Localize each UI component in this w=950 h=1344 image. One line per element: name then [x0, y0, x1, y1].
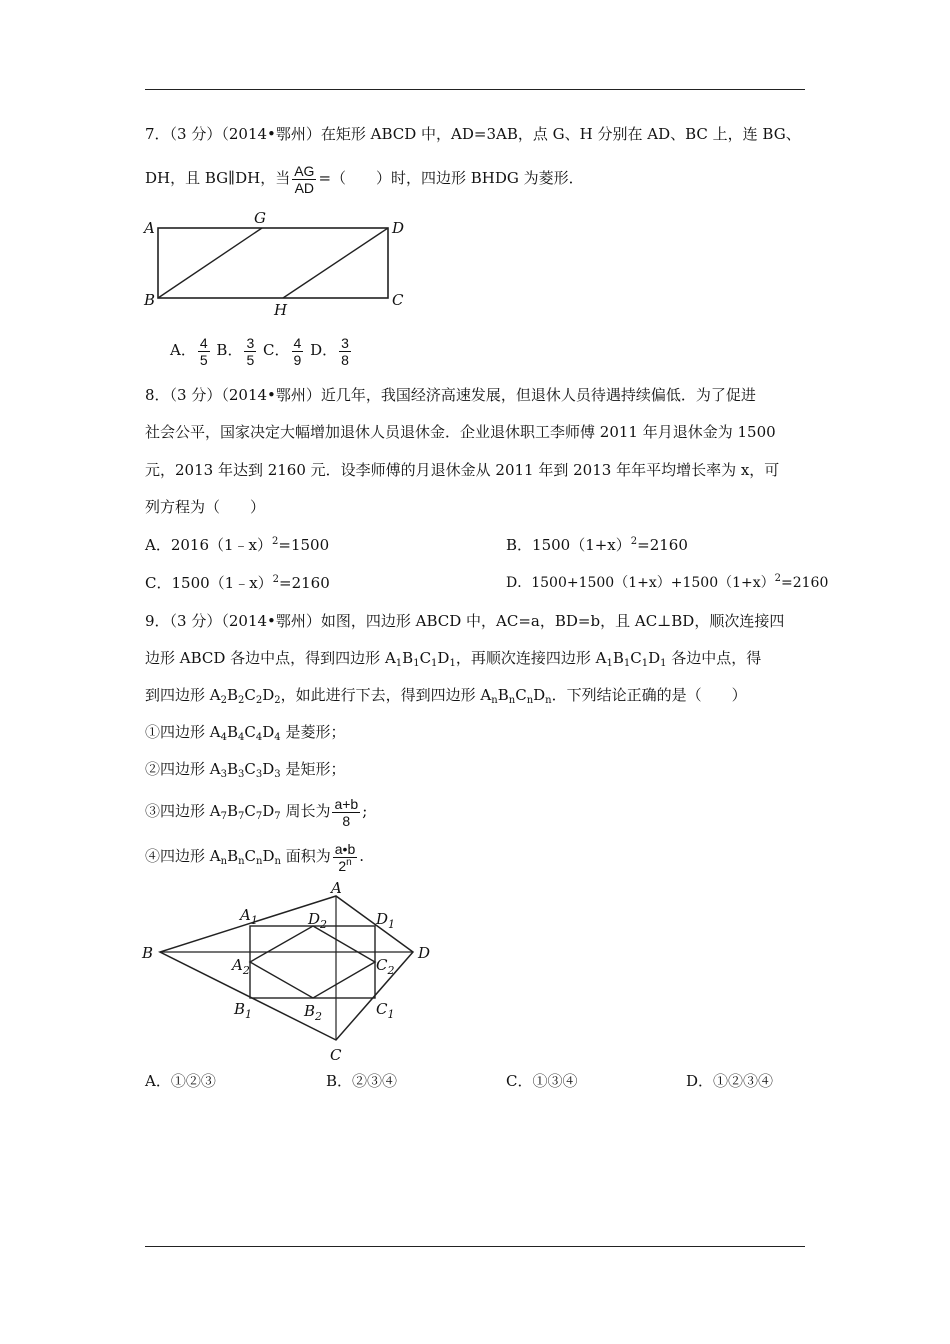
q8-option-d-post: =2160 [781, 575, 829, 591]
q7-option-a-den: 5 [199, 351, 208, 368]
q9-label-C: C [330, 1046, 342, 1064]
q7-option-c-den: 9 [293, 351, 302, 368]
q7-label-A: A [144, 219, 155, 237]
q9-statement-4: ④四边形 $A_nB_nC_nD_n$ 面积为 $\frac{a•b}{2^n}$ . [145, 840, 365, 874]
q7-option-a-num: 4 [199, 334, 208, 351]
q9-label-A2: $A_2$ [232, 956, 250, 977]
q8-option-d-exp: 2 [774, 573, 782, 584]
q9-option-d: D．①②③④ [686, 1072, 774, 1090]
q8-option-a [145, 535, 329, 555]
q7-option-a-label: A． [170, 341, 196, 359]
q9-line2-pre: 边形 ABCD 各边中点，得到四边形 A [145, 649, 396, 667]
q8-option-c-post: =2160 [279, 574, 330, 592]
q8-stem-line-4: 列方程为（ ） [145, 498, 266, 516]
q9-s1-post: 是菱形； [285, 723, 346, 741]
q9-statement-3: ③四边形 $A_7B_7C_7D_7$ 周长为 $\frac{a+b}{8}$ ; [145, 795, 368, 829]
q9-option-a: A．①②③ [145, 1072, 216, 1090]
q7-ratio-denominator: AD [294, 179, 315, 196]
q9-statement-2: ②四边形 $A_3B_3C_3D_3$ 是矩形； [145, 760, 346, 780]
q9-s2-post: 是矩形； [285, 760, 346, 778]
q8-option-c-pre: C．1500（1﹣x） [145, 574, 273, 592]
q8-option-b-pre: B．1500（1+x） [506, 536, 631, 554]
q9-label-C2: $C_2$ [376, 956, 395, 977]
q8-option-c-exp: 2 [272, 574, 280, 585]
q7-options [170, 330, 353, 370]
q8-option-b-exp: 2 [630, 536, 638, 547]
q7-stem-text: DH，且 BG∥DH，当 [145, 169, 291, 187]
q8-option-a-exp: 2 [272, 536, 279, 547]
q8-option-b [506, 535, 688, 555]
q8-option-d [506, 573, 828, 593]
q9-s4-mid: 面积为 [285, 847, 331, 865]
top-rule [145, 89, 805, 90]
q9-s4-pre: ④四边形 A [145, 847, 221, 865]
q9-label-D2: $D_2$ [308, 910, 328, 931]
q7-label-C: C [392, 291, 404, 309]
q9-label-B2: $B_2$ [304, 1002, 323, 1023]
q7-option-d-label: D． [310, 341, 338, 359]
q7-stem-line-2 [145, 160, 584, 196]
q8-option-c [145, 573, 330, 593]
q9-stem-line-1: 9．（3 分）（2014•鄂州）如图，四边形 ABCD 中，AC=a，BD=b，且 AC⊥BD，顺次连接四 [145, 612, 785, 630]
q9-s4-fraction [333, 841, 357, 874]
q8-option-b-post: =2160 [637, 536, 688, 554]
q9-label-B: B [142, 944, 154, 962]
q7-option-c-num: 4 [293, 334, 302, 351]
q9-s4-num: a•b [334, 840, 356, 857]
q9-option-c: C．①③④ [506, 1072, 578, 1090]
q7-ratio-fraction [292, 163, 316, 196]
q9-s4-post: . [359, 847, 365, 865]
q9-s3-den: 8 [342, 812, 351, 829]
q7-label-D: D [392, 219, 405, 237]
q9-s3-post: ; [362, 802, 368, 820]
q9-stem-line-2: 边形 ABCD 各边中点，得到四边形 $A_1B_1C_1D_1$，再顺次连接四边形 $A_1B_1C_1D_1$ 各边中点，得 [145, 649, 762, 669]
q9-statement-1: ①四边形 $A_4B_4C_4D_4$ 是菱形； [145, 723, 346, 743]
q9-label-D1: $D_1$ [376, 910, 396, 931]
q7-option-b-num: 3 [246, 334, 255, 351]
q9-s3-fraction [332, 796, 360, 829]
q8-option-a-post: =1500 [278, 536, 330, 554]
q9-s3-num: a+b [334, 795, 359, 812]
q9-line3-mid: ，如此进行下去，得到四边形 A [280, 686, 492, 704]
q7-option-b-fraction [244, 335, 256, 368]
q9-label-D: D [418, 944, 431, 962]
q8-stem-line-2: 社会公平，国家决定大幅增加退休人员退休金．企业退休职工李师傅 2011 年月退休金为 1500 [145, 423, 776, 441]
q8-option-a-pre: A．2016（1﹣x） [145, 536, 273, 554]
q7-option-d-num: 3 [341, 334, 349, 351]
q9-option-b: B．②③④ [326, 1072, 398, 1090]
q9-s3-pre: ③四边形 A [145, 802, 221, 820]
q8-stem-line-3: 元，2013 年达到 2160 元．设李师傅的月退休金从 2011 年到 2013 年年平均增长率为 x，可 [145, 461, 780, 479]
q9-line3-post: ．下列结论正确的是（ ） [551, 686, 747, 704]
q9-s4-den-exp: n [346, 856, 352, 868]
q8-option-d-pre: D．1500+1500（1+x）+1500（1+x） [506, 575, 775, 591]
q7-option-b-den: 5 [246, 351, 255, 368]
q9-label-A: A [331, 882, 342, 897]
q7-option-d-fraction [339, 335, 351, 368]
q9-label-C1: $C_1$ [376, 1000, 395, 1021]
bottom-rule [145, 1246, 805, 1247]
q7-option-c-fraction [292, 335, 304, 368]
q7-rectangle-figure [140, 205, 420, 325]
q7-label-B: B [144, 291, 156, 309]
q9-s4-den-base: 2 [338, 857, 347, 874]
q7-option-a-fraction [198, 335, 210, 368]
q9-s4-den [333, 858, 357, 874]
q7-label-G: G [254, 209, 266, 227]
q9-s2-pre: ②四边形 A [145, 760, 221, 778]
q7-option-d-den: 8 [341, 351, 349, 368]
q7-stem-text-end: =（ ）时，四边形 BHDG 为菱形． [318, 169, 584, 187]
q9-quadrilateral-figure [138, 882, 438, 1064]
q7-option-b-label: B． [216, 341, 243, 359]
q9-label-A1: $A_1$ [240, 906, 258, 927]
q9-label-B1: $B_1$ [234, 1000, 253, 1021]
q8-stem-line-1: 8．（3 分）（2014•鄂州）近几年，我国经济高速发展，但退休人员待遇持续偏低．为了促进 [145, 386, 756, 404]
q9-stem-line-3: 到四边形 $A_2B_2C_2D_2$，如此进行下去，得到四边形 $A_nB_nC_nD_n$．下列结论正确的是（ ） [145, 686, 747, 706]
q9-line2-post: 各边中点，得 [671, 649, 762, 667]
q7-stem-line-1: 7．（3 分）（2014•鄂州）在矩形 ABCD 中，AD=3AB，点 G、H 分别在 AD、BC 上，连 BG、 [145, 125, 801, 143]
q7-ratio-numerator: AG [294, 162, 315, 179]
q9-line3-pre: 到四边形 A [145, 686, 221, 704]
q7-label-H: H [274, 301, 288, 319]
q9-s1-pre: ①四边形 A [145, 723, 221, 741]
q9-s3-mid: 周长为 [285, 802, 331, 820]
q9-line2-mid: ，再顺次连接四边形 A [455, 649, 607, 667]
q7-option-c-label: C． [263, 341, 290, 359]
